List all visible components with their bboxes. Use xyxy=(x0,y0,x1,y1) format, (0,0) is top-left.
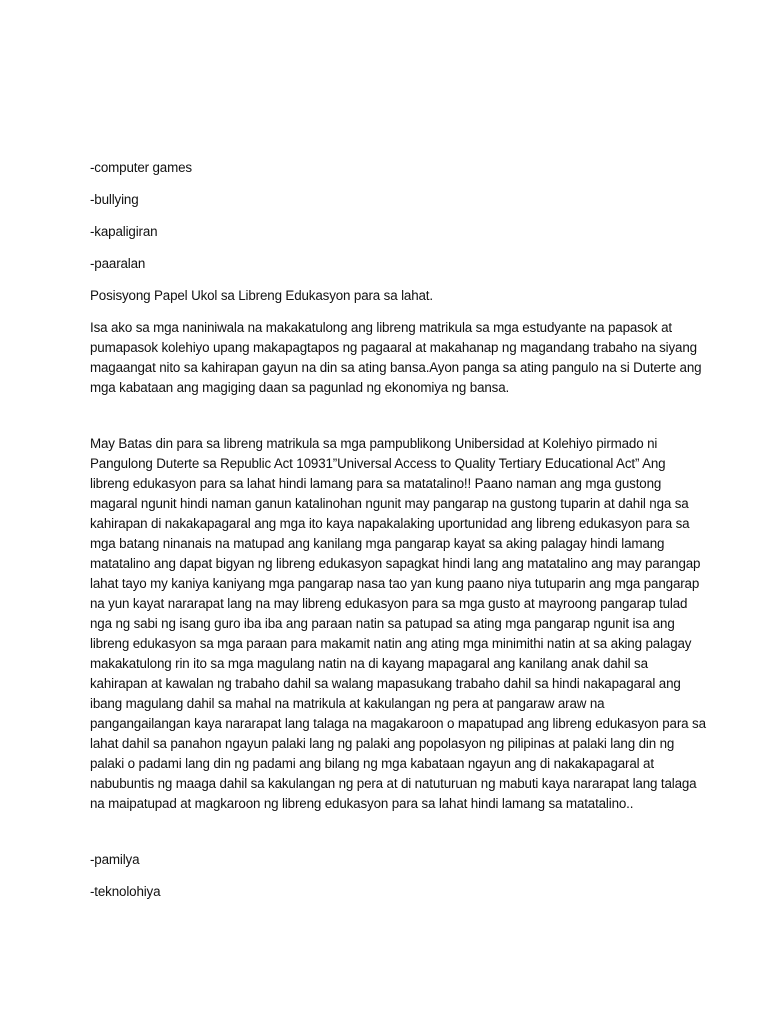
paragraph-1 xyxy=(90,318,702,398)
paragraph-1-line: magaangat nito sa kahirapan gayun na din sa ating bansa.Ayon panga sa ating pangulo na si Duterte ang xyxy=(90,360,702,375)
paragraph-1-line: Isa ako sa mga naniniwala na makakatulong ang libreng matrikula sa mga estudyante na papasok at xyxy=(90,320,673,335)
paragraph-2 xyxy=(90,434,706,814)
paragraph-2-line: nabubuntis ng maaga dahil sa kakulangan ng pera at di natuturuan ng mabuti kaya nararapat lang talaga xyxy=(90,776,697,791)
paragraph-2-line: libreng edukasyon para sa lahat hindi lamang para sa matatalino!! Paano naman ang mga gustong xyxy=(90,476,662,491)
bullet-kapaligiran: -kapaligiran xyxy=(90,224,158,239)
paragraph-2-line: ibang magulang dahil sa mahal na matrikula at kakulangan ng pera at pangaraw araw na xyxy=(90,696,605,711)
paragraph-2-line: palaki o padami lang din ng padami ang bilang ng mga kabataan ngayun ang di nakakapagaral at xyxy=(90,756,654,771)
bullet-paaralan: -paaralan xyxy=(90,256,146,271)
document-title: Posisyong Papel Ukol sa Libreng Edukasyon para sa lahat. xyxy=(90,288,433,303)
paragraph-2-line: nga ng sabi ng isang guro iba iba ang paraan natin sa patupad sa ating mga pangarap ngunit isa ang xyxy=(90,616,675,631)
paragraph-2-line: Pangulong Duterte sa Republic Act 10931”Universal Access to Quality Tertiary Educational Act” Ang xyxy=(90,456,666,471)
paragraph-2-line: lahat dahil sa panahon ngayun palaki lang ng palaki ang popolasyon ng pilipinas at palaki lang din ng xyxy=(90,736,675,751)
paragraph-2-line: na yun kayat nararapat lang na may libreng edukasyon para sa mga gusto at mayroong pangarap tulad xyxy=(90,596,688,611)
paragraph-2-line: lahat tayo my kaniya kaniyang mga pangarap nasa tao yan kung paano niya tutuparin ang mga pangarap xyxy=(90,576,700,591)
spacer xyxy=(90,814,690,850)
paragraph-2-line: makakatulong rin ito sa mga magulang natin na di kayang mapagaral ang kanilang anak dahil sa xyxy=(90,656,648,671)
paragraph-2-line: magaral ngunit hindi naman ganun katalinohan ngunit may pangarap na gustong tuparin at dahil nga sa xyxy=(90,496,689,511)
bullet-pamilya: -pamilya xyxy=(90,852,140,867)
bullet-teknolohiya: -teknolohiya xyxy=(90,884,161,899)
paragraph-2-line: matatalino ang dapat bigyan ng libreng edukasyon sapagkat hindi lang ang matatalino ang may parangap xyxy=(90,556,701,571)
paragraph-2-line: mga batang ninanais na matupad ang kanilang mga pangarap kayat sa aking palagay hindi lamang xyxy=(90,536,665,551)
paragraph-2-line: kahirapan at kawalan ng trabaho dahil sa walang mapasukang trabaho dahil sa hindi nakapagaral ang xyxy=(90,676,681,691)
document-page xyxy=(90,158,706,914)
paragraph-1-line: pumapasok kolehiyo upang makapagtapos ng pagaaral at makahanap ng magandang trabaho na siyang xyxy=(90,340,697,355)
paragraph-1-line: mga kabataan ang magiging daan sa pagunlad ng ekonomiya ng bansa. xyxy=(90,380,510,395)
paragraph-2-line: pangangailangan kaya nararapat lang talaga na magakaroon o mapatupad ang libreng edukasyon para sa xyxy=(90,716,706,731)
paragraph-2-line: kahirapan di nakakapagaral ang mga ito kaya napakalaking uportunidad ang libreng edukasyon para sa xyxy=(90,516,690,531)
paragraph-2-line: na maipatupad at magkaroon ng libreng edukasyon para sa lahat hindi lamang sa matatalino.. xyxy=(90,796,634,811)
paragraph-2-line: libreng edukasyon sa mga paraan para makamit natin ang ating mga minimithi natin at sa aking palagay xyxy=(90,636,692,651)
bullet-computer-games: -computer games xyxy=(90,160,192,175)
paragraph-2-line: May Batas din para sa libreng matrikula sa mga pampublikong Unibersidad at Kolehiyo pirmado ni xyxy=(90,436,658,451)
bullet-bullying: -bullying xyxy=(90,192,139,207)
spacer xyxy=(90,398,690,434)
